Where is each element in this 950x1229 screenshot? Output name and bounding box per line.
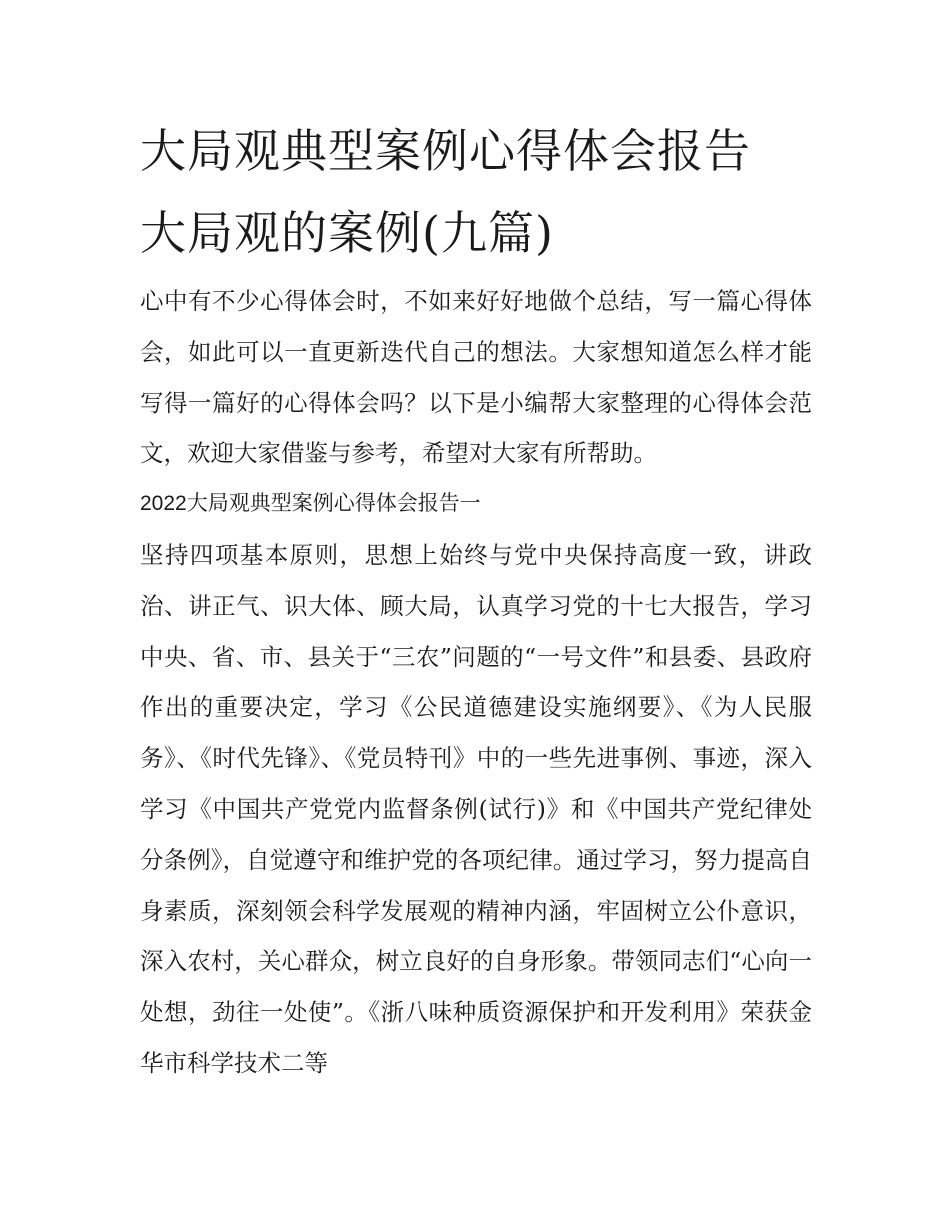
section-paragraph: 坚持四项基本原则，思想上始终与党中央保持高度一致，讲政治、讲正气、识大体、顾大局，认真学习党的十七大报告，学习中央、省、市、县关于“三农”问题的“一号文件”和县委、县政府作出的重要决定，学习《公民道德建设实施纲要》、《为人民服务》、《时代先锋》、《党员特刊》中的一些先进事例、事迹，深入学习《中国共产党党内监督条例(试行)》和《中国共产党纪律处分条例》，自觉遵守和维护党的各项纪律。通过学习，努力提高自身素质，深刻领会科学发展观的精神内涵，牢固树立公仆意识，深入农村，关心群众，树立良好的自身形象。带领同志们“心向一处想，劲往一处使”。《浙八味种质资源保护和开发利用》荣获金华市科学技术二等 [140, 540, 812, 1077]
section-heading: 2022大局观典型案例心得体会报告一 [140, 492, 481, 516]
document-title [140, 110, 812, 274]
document-body [140, 276, 812, 1089]
document-page [140, 110, 812, 1089]
intro-paragraph: 心中有不少心得体会时，不如来好好地做个总结，写一篇心得体会，如此可以一直更新迭代自己的想法。大家想知道怎么样才能写得一篇好的心得体会吗？以下是小编帮大家整理的心得体会范文，欢迎大家借鉴与参考，希望对大家有所帮助。 [140, 287, 812, 468]
title-line-1: 大局观典型案例心得体会报告 [140, 124, 751, 178]
title-line-2: 大局观的案例(九篇) [140, 206, 554, 260]
